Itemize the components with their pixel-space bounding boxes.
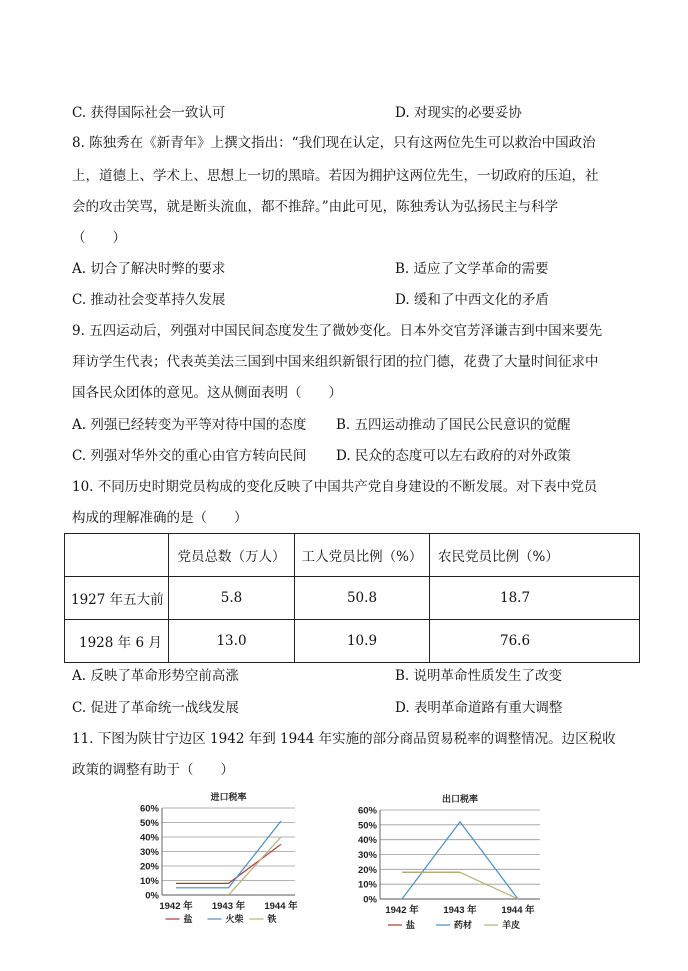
y-tick-label: 30% (139, 847, 159, 858)
legend-label: 羊皮 (502, 921, 521, 931)
q11-stem-line-1: 11. 下图为陕甘宁边区 1942 年到 1944 年实施的部分商品贸易税率的调整情况。边区税收 (72, 731, 616, 747)
q9-stem-line-2: 拜访学生代表；代表英美法三国到中国来组织新银行团的拉门德，花费了大量时间征求中 (72, 354, 599, 370)
table-header-cell: 农民党员比例（%） (430, 534, 640, 577)
q8-stem-line-1: 8. 陈独秀在《新青年》上撰文指出：“我们现在认定，只有这两位先生可以救治中国政治 (72, 135, 596, 151)
legend-label: 盐 (406, 921, 416, 931)
q9-stem-line-1: 9. 五四运动后，列强对中国民间态度发生了微妙变化。日本外交官芳泽谦吉到中国来要先 (72, 323, 603, 339)
series-line (402, 822, 518, 899)
series-line (176, 844, 281, 883)
y-tick-label: 60% (357, 805, 377, 817)
q9-option-d: D. 民众的态度可以左右政府的对外政策 (336, 448, 571, 464)
y-tick-label: 20% (357, 864, 377, 876)
q8-option-d: D. 缓和了中西文化的矛盾 (395, 292, 549, 308)
legend-label: 火柴 (225, 915, 244, 925)
q9-option-c: C. 列强对华外交的重心由官方转向民间 (72, 448, 307, 464)
q9-stem-line-3: 国各民众团体的意见。这从侧面表明（ ） (72, 385, 342, 401)
table-header-cell (65, 534, 169, 577)
x-tick-label: 1944 年 (264, 901, 298, 912)
legend-label: 铁 (267, 915, 277, 925)
q10-stem-line-1: 10. 不同历史时期党员构成的变化反映了中国共产党自身建设的不断发展。对下表中党员 (72, 479, 598, 495)
table-row-label: 1928 年 6 月 (65, 620, 169, 663)
y-tick-label: 0% (145, 890, 159, 902)
export-tax-chart (345, 792, 545, 937)
chart-title: 进口税率 (210, 793, 247, 803)
table-cell: 5.8 (169, 577, 295, 620)
table-header-cell: 党员总数（万人） (169, 534, 295, 577)
q7-option-c: C. 获得国际社会一致认可 (72, 105, 226, 121)
table-cell: 18.7 (430, 577, 640, 620)
y-tick-label: 50% (139, 818, 159, 829)
q10-option-b: B. 说明革命性质发生了改变 (395, 668, 563, 684)
y-tick-label: 0% (363, 894, 377, 906)
q8-stem-line-4: （ ） (72, 230, 126, 246)
y-tick-label: 60% (139, 803, 159, 815)
table-row (65, 620, 640, 663)
table-cell: 10.9 (295, 620, 430, 663)
q10-option-c: C. 促进了革命统一战线发展 (72, 700, 239, 716)
table-header-row (65, 534, 640, 577)
table-cell: 13.0 (169, 620, 295, 663)
y-tick-label: 20% (139, 861, 159, 873)
table-row (65, 577, 640, 620)
y-tick-label: 10% (357, 879, 377, 891)
x-tick-label: 1942 年 (159, 901, 193, 912)
import-tax-chart (130, 790, 310, 935)
x-tick-label: 1943 年 (443, 905, 477, 916)
legend-label: 盐 (183, 915, 193, 925)
q10-option-d: D. 表明革命道路有重大调整 (395, 700, 563, 716)
y-tick-label: 50% (357, 820, 377, 832)
legend-label: 药材 (454, 921, 473, 931)
chart-title: 出口税率 (441, 795, 479, 805)
x-tick-label: 1942 年 (385, 905, 419, 916)
y-tick-label: 40% (139, 832, 159, 844)
table-header-cell: 工人党员比例（%） (295, 534, 430, 577)
q7-option-d: D. 对现实的必要妥协 (395, 105, 522, 121)
table-row-label: 1927 年五大前 (65, 577, 169, 620)
table-cell: 76.6 (430, 620, 640, 663)
q9-option-b: B. 五四运动推动了国民公民意识的觉醒 (336, 417, 571, 433)
q8-stem-line-3: 会的攻击笑骂，就是断头流血，都不推辞。”由此可见，陈独秀认为弘扬民主与科学 (72, 199, 559, 215)
q8-stem-line-2: 上，道德上、学术上、思想上一切的黑暗。若因为拥护这两位先生，一切政府的压迫，社 (72, 168, 599, 184)
table-cell: 50.8 (295, 577, 430, 620)
y-tick-label: 40% (357, 835, 377, 847)
q10-option-a: A. 反映了革命形势空前高涨 (72, 668, 239, 684)
q8-option-b: B. 适应了文学革命的需要 (395, 261, 549, 277)
q8-option-a: A. 切合了解决时弊的要求 (72, 261, 226, 277)
q10-stem-line-2: 构成的理解准确的是（ ） (72, 510, 248, 526)
y-tick-label: 10% (139, 876, 159, 887)
q11-stem-line-2: 政策的调整有助于（ ） (72, 762, 234, 778)
y-tick-label: 30% (357, 850, 377, 861)
q9-option-a: A. 列强已经转变为平等对待中国的态度 (72, 417, 307, 433)
x-tick-label: 1943 年 (211, 901, 246, 912)
x-tick-label: 1944 年 (501, 905, 535, 916)
party-membership-table (64, 533, 640, 663)
q8-option-c: C. 推动社会变革持久发展 (72, 292, 226, 308)
